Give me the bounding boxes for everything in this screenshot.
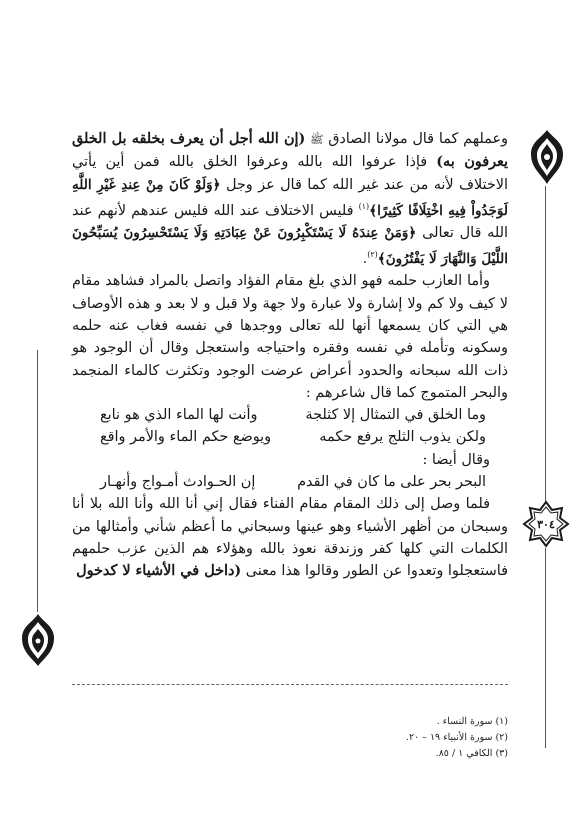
hemistich: البحر بحر على ما كان في القدم <box>297 474 486 491</box>
text-run: فلما وصل إلى ذلك المقام مقام الفناء فقال إني أنا الله وأنا الله بلا أنا وسبحان من أظهر الأشياء وهو عينها وسبحاني ما أعظم شأني وأمثالها من الكلمات التي كلها كفر وزندقة نعوذ بالله وهؤلاء هم الذين عزب حلمهم فاستعجلوا وتعدوا عن الطور وقالوا هذا معنى <box>72 496 508 580</box>
verse-2-line-1 <box>72 471 508 493</box>
hemistich: ويوضع حكم الماء والأمر واقع <box>100 429 272 446</box>
footnote-2: (٢) سورة الأنبياء ١٩ – ٢٠. <box>405 732 508 743</box>
arabesque-ornament-icon <box>527 128 567 186</box>
also-said-label: وقال أيضا : <box>422 451 490 468</box>
footnotes <box>406 714 508 762</box>
hemistich: وأنت لها الماء الذي هو نابع <box>100 407 258 424</box>
page-number-badge <box>522 500 570 548</box>
verse-1-line-2 <box>72 426 508 448</box>
text-run: وعملهم كما قال مولانا الصادق <box>323 131 508 147</box>
salutation-glyph: ﷺ <box>310 133 324 146</box>
quran-verse-2: ﴿وَمَنْ عِندَهُ لَا يَسْتَكْبِرُونَ عَنْ عِبَادَتِهِ وَلَا يَسْتَحْسِرُونَ يُسَبِّحُونَ اللَّيْلَ وَالنَّهَارَ لَا يَفْتُرُونَ﴾ <box>72 224 508 268</box>
hemistich: إن الحـوادث أمـواج وأنهـار <box>100 474 256 491</box>
quran-verse-1: ﴿وَلَوْ كَانَ مِنْ عِندِ غَيْرِ اللَّهِ لَوَجَدُواْ فِيهِ اخْتِلَافًا كَثِيرًا﴾ <box>72 176 508 219</box>
footnote-3: (٣) الكافي ١ / ٨٥. <box>435 748 508 759</box>
main-text <box>72 128 508 583</box>
text-run: فليس الاختلاف عند الله فليس عندهم لأنهم عند الله قال تعالى <box>72 202 508 241</box>
footnote-separator <box>72 684 508 685</box>
paragraph-1 <box>72 128 508 270</box>
footnote-ref-1: (١) <box>358 201 370 211</box>
paragraph-2: وأما العازب حلمه فهو الذي بلغ مقام الفؤاد واتصل بالمراد فشاهد مقام لا كيف ولا كم ولا إشارة ولا عبارة ولا جهة ولا قبل و لا بعد و هذه الأوصاف هي التي كان يسمعها أنها لله تعالى ووجدها في نفسه فغاب عنه حلمه وسكونه وتأمله في نفسه وفقره واحتياجه واستعجل وقال أن الوجود هو ذات الله سبحانه والحدود أعراض عرضت الوجود وتكثرت كالماء المنجمد والبحر المتموج كما قال شاعرهم : <box>72 273 508 401</box>
arabesque-ornament-left-icon <box>20 612 56 668</box>
footnote-1: (١) سورة النساء . <box>436 716 508 727</box>
hemistich: وما الخلق في التمثال إلا كثلجة <box>305 407 486 424</box>
page-number: ٣٠٤ <box>537 517 555 531</box>
vertical-rule-right-top <box>545 186 546 502</box>
footnote-ref-2: (٢) <box>367 250 378 260</box>
hadith-quote: (إن الله أجل أن يعرف بخلقه بل الخلق يعرفون به) <box>72 130 508 171</box>
hadith-quote: (داخل في الأشياء لا كدخول <box>76 562 242 580</box>
verse-1-line-1 <box>72 404 508 426</box>
text-run: فإذا عرفوا الله بالله وعرفوا الخلق بالله فمن أين يأتي الاختلاف لأنه من عند غير الله كما قال عز وجل <box>72 154 508 193</box>
vertical-rule-left <box>37 350 38 612</box>
hemistich: ولكن يذوب الثلج يرفع حكمه <box>319 429 486 446</box>
text-run: . <box>362 251 368 268</box>
paragraph-3 <box>72 493 508 582</box>
vertical-rule-right-bottom <box>545 548 546 748</box>
